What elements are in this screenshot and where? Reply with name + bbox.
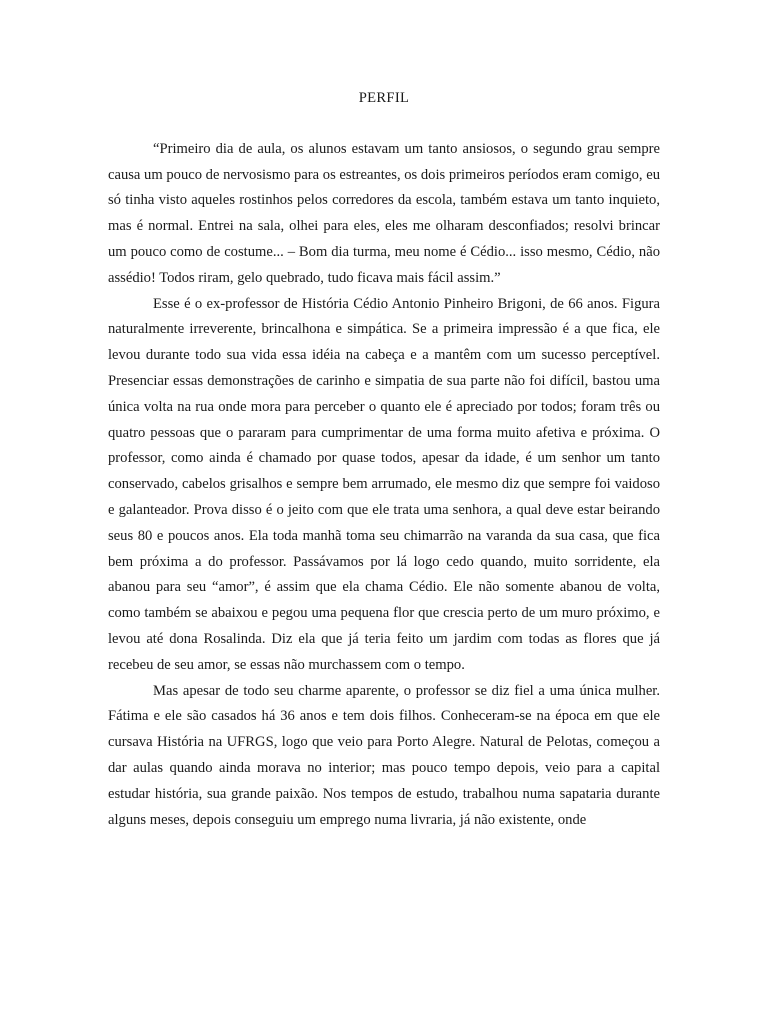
document-title: PERFIL	[358, 90, 410, 106]
paragraph-1: “Primeiro dia de aula, os alunos estavam um tanto ansiosos, o segundo grau sempre causa um pouco de nervosismo para os estreantes, os dois primeiros períodos eram comigo, eu só tinha visto aqueles rostinhos pelos corredores da escola, também estava um tanto inquieto, mas é normal. Entrei na sala, olhei para eles, eles me olharam desconfiados; resolvi brincar um pouco como de costume... – Bom dia turma, meu nome é Cédio... isso mesmo, Cédio, não assédio! Todos riram, gelo quebrado, tudo ficava mais fácil assim.”	[108, 140, 660, 286]
paragraph-2: Esse é o ex-professor de História Cédio Antonio Pinheiro Brigoni, de 66 anos. Figura naturalmente irreverente, brincalhona e simpática. Se a primeira impressão é a que fica, ele levou durante todo sua vida essa idéia na cabeça e a mantêm com um sucesso perceptível. Presenciar essas demonstrações de carinho e simpatia de sua parte não foi difícil, bastou uma única volta na rua onde mora para perceber o quanto ele é apreciado por todos; foram três ou quatro pessoas que o pararam para cumprimentar de uma forma muito afetiva e próxima. O professor, como ainda é chamado por quase todos, apesar da idade, é um senhor um tanto conservado, cabelos grisalhos e sempre bem arrumado, ele mesmo diz que sempre foi vaidoso e galanteador. Prova disso é o jeito com que ele trata uma senhora, a qual deve estar beirando seus 80 e poucos anos. Ela toda manhã toma seu chimarrão na varanda da sua casa, que fica bem próxima a do professor. Passávamos por lá logo cedo quando, muito sorridente, ela abanou para seu “amor”, é assim que ela chama Cédio. Ele não somente abanou de volta, como também se abaixou e pegou uma pequena flor que crescia perto de um muro próximo, e levou até dona Rosalinda. Diz ela que já teria feito um jardim com todas as flores que já recebeu de seu amor, se essas não murchassem com o tempo.	[108, 295, 660, 673]
paragraph-3: Mas apesar de todo seu charme aparente, o professor se diz fiel a uma única mulher. Fátima e ele são casados há 36 anos e tem dois filhos. Conheceram-se na época em que ele cursava História na UFRGS, logo que veio para Porto Alegre. Natural de Pelotas, começou a dar aulas quando ainda morava no interior; mas pouco tempo depois, veio para a capital estudar história, sua grande paixão. Nos tempos de estudo, trabalhou numa sapataria durante alguns meses, depois conseguiu um emprego numa livraria, já não existente, onde	[108, 682, 660, 828]
document-page	[108, 86, 660, 833]
